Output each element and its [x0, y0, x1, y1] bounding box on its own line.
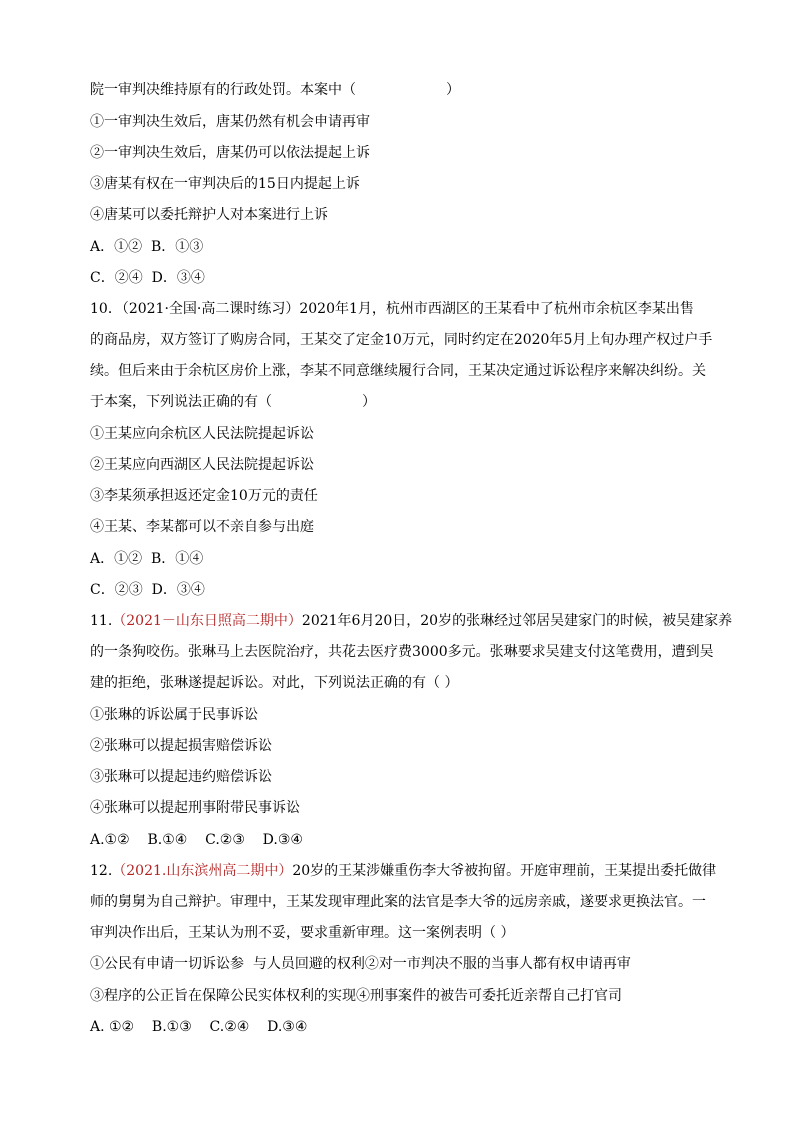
q10-stem-line-4 — [90, 392, 710, 412]
q9-option-1: ①一审判决生效后，唐某仍然有机会申请再审 — [90, 114, 370, 130]
q10-stem-text-4: 于本案，下列说法正确的有（ — [90, 394, 272, 410]
q10-option-1: ①王某应向余杭区人民法院提起诉讼 — [90, 426, 314, 442]
q12-option-line-1: ①公民有申请一切诉讼参 与人员回避的权利②对一市判决不服的当事人都有权申请再审 — [90, 956, 631, 972]
q11-option-2: ②张琳可以提起损害赔偿诉讼 — [90, 738, 272, 754]
q10-option-2: ②王某应向西湖区人民法院提起诉讼 — [90, 457, 314, 473]
q12-stem-line-3: 审判决作出后，王某认为刑不妥，要求重新审理。这一案例表明（ ） — [90, 925, 515, 941]
q11-option-3: ③张琳可以提起违约赔偿诉讼 — [90, 769, 272, 785]
q9-option-3: ③唐某有权在一审判决后的15日内提起上诉 — [90, 176, 360, 192]
q12-stem-line-2: 师的舅舅为自己辩护。审理中，王某发现审理此案的法官是李大爷的远房亲戚，遂要求更换法官。一 — [90, 894, 706, 910]
q10-stem-line-3: 续。但后来由于余杭区房价上涨，李某不同意继续履行合同，王某决定通过诉讼程序来解决纠纷。关 — [90, 363, 706, 379]
q9-stem-close: ） — [446, 82, 460, 98]
q10-stem-text-1: 2020年1月，杭州市西湖区的王某看中了杭州市余杭区李某出售 — [299, 301, 694, 317]
q10-number: 10． — [90, 301, 122, 317]
q9-stem-text: 院一审判决维持原有的行政处罚。本案中（ — [90, 82, 356, 98]
q12-number: 12. — [90, 863, 113, 879]
q10-option-4: ④王某、李某都可以不亲自参与出庭 — [90, 519, 314, 535]
q12-stem-line-1 — [90, 861, 717, 881]
q12-option-line-2: ③程序的公正旨在保障公民实体权利的实现④刑事案件的被告可委托近亲帮自己打官司 — [90, 988, 622, 1004]
q11-choices: A.①② B.①④ C.②③ D.③④ — [90, 832, 303, 848]
q12-choices: A. ①② B.①③ C.②④ D.③④ — [90, 1019, 308, 1035]
q10-stem-line-1 — [90, 299, 710, 319]
q11-stem-line-2: 的一条狗咬伤。张琳马上去医院治疗，共花去医疗费3000多元。张琳要求吴建支付这笔费用，遭到吴 — [90, 644, 714, 660]
q10-choices-cd: C．②③ D．③④ — [90, 582, 205, 598]
q11-stem-line-3: 建的拒绝，张琳遂提起诉讼。对此，下列说法正确的有（ ） — [90, 675, 459, 691]
q11-source: （2021－山东日照高二期中） — [112, 613, 302, 629]
q12-source: （2021.山东滨州高二期中） — [112, 863, 293, 879]
q10-source: （2021·全国·高二课时练习） — [121, 301, 300, 317]
q10-option-3: ③李某须承担返还定金10万元的责任 — [90, 488, 318, 504]
q11-stem-text-1: 2021年6月20日，20岁的张琳经过邻居吴建家门的时候，被吴建家养 — [301, 613, 733, 629]
q11-number: 11. — [90, 613, 113, 629]
q11-option-1: ①张琳的诉讼属于民事诉讼 — [90, 707, 258, 723]
q9-option-4: ④唐某可以委托辩护人对本案进行上诉 — [90, 207, 328, 223]
q11-stem-line-1 — [90, 611, 733, 631]
q10-stem-line-2: 的商品房，双方签订了购房合同，王某交了定金10万元，同时约定在2020年5月上旬办理产权过户手 — [90, 332, 713, 348]
q10-choices-ab: A．①② B．①④ — [90, 551, 204, 567]
q9-option-2: ②一审判决生效后，唐某仍可以依法提起上诉 — [90, 145, 370, 161]
q9-choices-cd: C．②④ D．③④ — [90, 270, 205, 286]
q10-stem-close: ） — [362, 394, 376, 410]
q9-choices-ab: A．①② B．①③ — [90, 239, 204, 255]
q11-option-4: ④张琳可以提起刑事附带民事诉讼 — [90, 800, 300, 816]
q12-stem-text-1: 20岁的王某涉嫌重伤李大爷被拘留。开庭审理前，王某提出委托做律 — [292, 863, 717, 879]
q9-stem-line — [90, 80, 710, 100]
